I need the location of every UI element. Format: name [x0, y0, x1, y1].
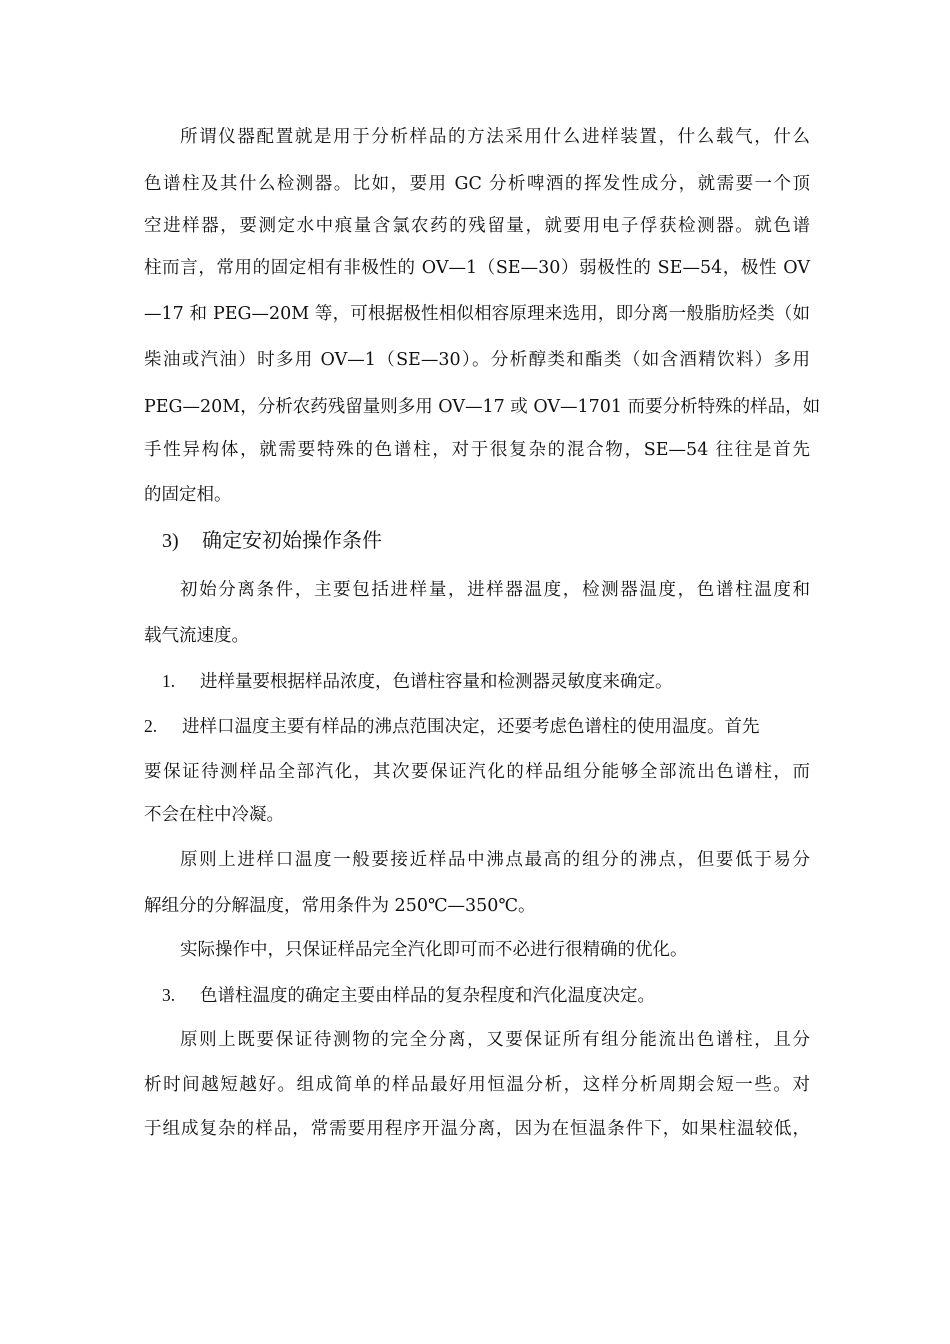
paragraph-line: 载气流速度。 [144, 626, 249, 646]
paragraph-line: 实际操作中，只保证样品完全汽化即可而不必进行很精确的优化。 [180, 940, 688, 960]
list-item [144, 715, 810, 738]
paragraph-line: 柱而言，常用的固定相有非极性的 OV—1（SE—30）弱极性的 SE—54，极性 OV [144, 258, 810, 278]
paragraph-line: 手性异构体，就需要特殊的色谱柱，对于很复杂的混合物，SE—54 往往是首先 [144, 440, 810, 460]
list-item-number: 3. [162, 985, 176, 1005]
paragraph-line: 的固定相。 [144, 485, 232, 505]
heading-number: 3) [162, 530, 179, 552]
paragraph-line: 析时间越短越好。组成简单的样品最好用恒温分析，这样分析周期会短一些。对 [144, 1075, 810, 1095]
list-item-text: 进样口温度主要有样品的沸点范围决定，还要考虑色谱柱的使用温度。首先 [182, 717, 760, 737]
list-item-text: 色谱柱温度的确定主要由样品的复杂程度和汽化温度决定。 [200, 986, 655, 1006]
paragraph-line: 不会在柱中冷凝。 [144, 805, 284, 825]
paragraph-line: PEG—20M，分析农药残留量则多用 OV—17 或 OV—1701 而要分析特殊的样品，如 [144, 397, 821, 417]
paragraph-line: 原则上进样口温度一般要接近样品中沸点最高的组分的沸点，但要低于易分 [180, 850, 810, 870]
paragraph-line: 色谱柱及其什么检测器。比如，要用 GC 分析啤酒的挥发性成分，就需要一个顶 [144, 174, 810, 194]
paragraph-line: 初始分离条件，主要包括进样量，进样器温度，检测器温度，色谱柱温度和 [180, 580, 810, 600]
section-heading [162, 527, 382, 554]
heading-text: 确定安初始操作条件 [202, 528, 382, 552]
list-item-text: 进样量要根据样品浓度，色谱柱容量和检测器灵敏度来确定。 [200, 672, 673, 692]
list-item-number: 1. [162, 671, 176, 691]
list-item [162, 984, 655, 1007]
paragraph-line: 解组分的分解温度，常用条件为 250℃—350℃。 [144, 896, 536, 916]
paragraph-line: 原则上既要保证待测物的完全分离，又要保证所有组分能流出色谱柱，且分 [180, 1030, 810, 1050]
list-item-number: 2. [144, 716, 158, 736]
paragraph-line: 所谓仪器配置就是用于分析样品的方法采用什么进样装置，什么载气，什么 [180, 127, 810, 147]
paragraph-line: 于组成复杂的样品，常需要用程序开温分离，因为在恒温条件下，如果柱温较低， [144, 1119, 810, 1139]
paragraph-line: 要保证待测样品全部汽化，其次要保证汽化的样品组分能够全部流出色谱柱，而 [144, 762, 810, 782]
list-item [162, 670, 673, 693]
paragraph-line: —17 和 PEG—20M 等，可根据极性相似相容原理来选用，即分离一般脂肪烃类（如 [144, 304, 810, 324]
paragraph-line: 柴油或汽油）时多用 OV—1（SE—30）。分析醇类和酯类（如含酒精饮料）多用 [144, 350, 810, 370]
paragraph-line: 空进样器，要测定水中痕量含氯农药的残留量，就要用电子俘获检测器。就色谱 [144, 216, 810, 236]
